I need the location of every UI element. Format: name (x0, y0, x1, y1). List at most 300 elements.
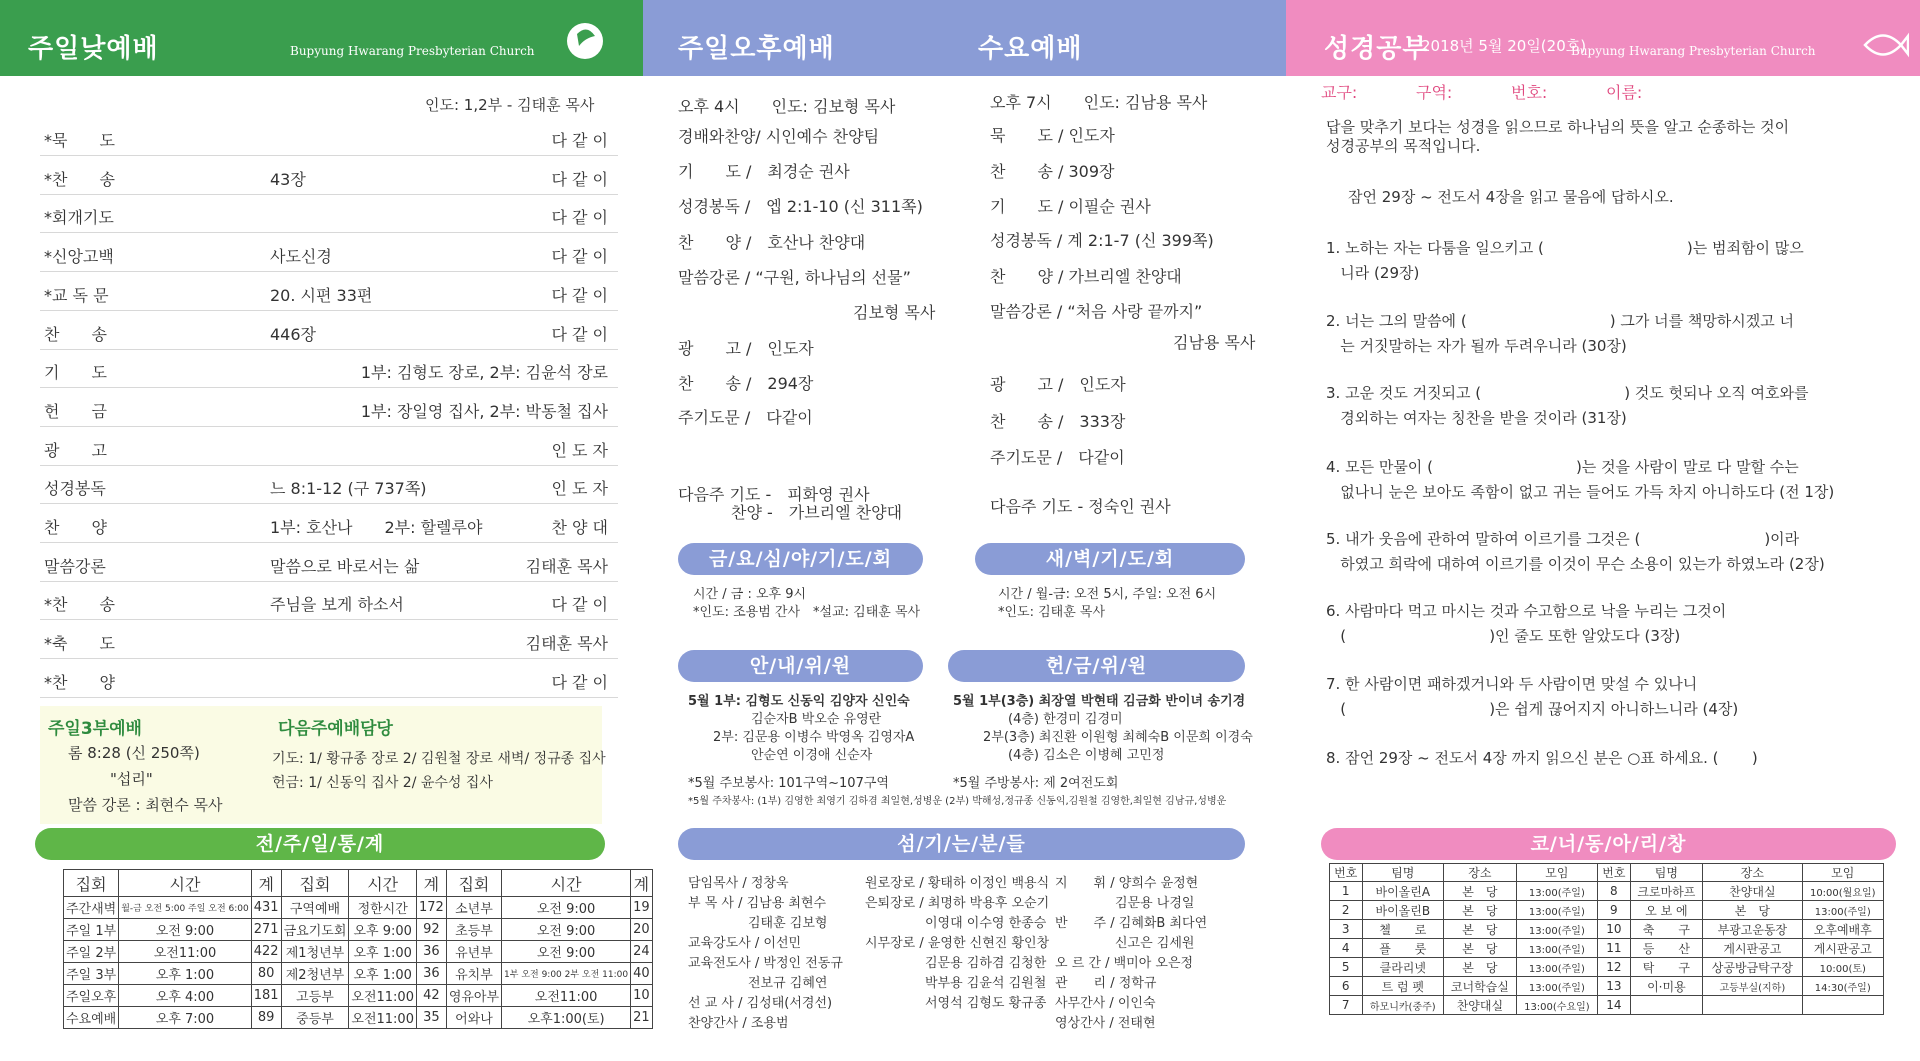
staff-line: 은퇴장로 / 최명하 박용후 오순기 (865, 896, 1050, 911)
stats-cell: 오전11:00 (349, 1007, 417, 1029)
afternoon-item: 찬 양 / 호산나 찬양대 (678, 233, 866, 252)
club-cell: 하모니카(중주) (1362, 996, 1444, 1015)
stats-cell: 주일 2부 (64, 941, 119, 963)
club-cell: 본 당 (1444, 882, 1517, 901)
stats-table (63, 869, 653, 1029)
staff-line: 찬양간사 / 조용범 (688, 1016, 789, 1031)
staff-line: 원로장로 / 황태하 이정인 백용식 (865, 876, 1050, 891)
stats-cell: 오후 4:00 (119, 985, 252, 1007)
row-detail: 43장 (270, 169, 306, 189)
row-item: *찬 송 (44, 169, 115, 189)
offer-line: (4층) 김소은 이병혜 고민정 (1008, 748, 1165, 763)
stats-cell: 오후 1:00 (349, 963, 417, 985)
stats-cell: 24 (631, 941, 653, 963)
row-leader: 다 같 이 (551, 169, 608, 189)
service-row (40, 543, 618, 582)
stats-cell: 주일 3부 (64, 963, 119, 985)
church-name: Bupyung Hwarang Presbyterian Church (290, 44, 535, 58)
staff-line: 사무간사 / 이인숙 (1055, 996, 1156, 1011)
field-number: 번호: (1511, 83, 1548, 102)
club-cell: 6 (1330, 977, 1363, 996)
stats-cell: 10 (631, 985, 653, 1007)
stats-cell: 35 (416, 1007, 446, 1029)
title-sunday: 주일낮예배 (28, 34, 159, 64)
stats-cell: 오전 9:00 (502, 941, 631, 963)
stats-cell: 유년부 (446, 941, 501, 963)
club-cell: 13:00(주일) (1802, 901, 1883, 920)
wednesday-item: 말씀강론 / “처음 사랑 끝까지” (990, 302, 1203, 321)
stats-title: 전/주/일/통/계 (35, 828, 605, 860)
club-header: 번호 (1598, 864, 1631, 882)
question: 3. 고운 것도 거짓되고 ( ) 것도 헛되나 오직 여호와를 경외하는 여자는 칭찬을 받을 것이라 (31장) (1326, 384, 1809, 427)
stats-cell: 오후1:00(토) (502, 1007, 631, 1029)
row-item: 기 도 (44, 363, 107, 383)
stats-cell: 36 (416, 963, 446, 985)
fish-icon (1861, 28, 1909, 62)
service-row (40, 349, 618, 388)
stats-cell: 초등부 (446, 919, 501, 941)
stats-row (64, 963, 653, 985)
staff-line: 담임목사 / 정창욱 (688, 876, 789, 891)
club-row (1330, 977, 1884, 996)
club-header: 모임 (1802, 864, 1883, 882)
stats-cell: 제2청년부 (281, 963, 349, 985)
club-cell: 5 (1330, 958, 1363, 977)
club-cell: 13:00(주일) (1516, 977, 1597, 996)
club-header: 번호 (1330, 864, 1363, 882)
row-leader: 다 같 이 (551, 131, 608, 150)
club-cell: 7 (1330, 996, 1363, 1015)
service-row (40, 427, 618, 466)
stats-cell: 오전11:00 (502, 985, 631, 1007)
question: 6. 사람마다 먹고 마시는 것과 수고함으로 낙을 누리는 그것이 ( )인 줄도 또한 알았도다 (3장) (1326, 602, 1727, 645)
club-cell: 본 당 (1444, 939, 1517, 958)
club-cell: 본 당 (1703, 901, 1802, 920)
row-detail: 주님을 보게 하소서 (270, 595, 404, 615)
stats-cell: 오후 9:00 (349, 919, 417, 941)
stats-header: 계 (631, 870, 653, 897)
staff-line: 시무장로 / 윤영한 신현진 황인창 (865, 936, 1050, 951)
service-row (40, 156, 618, 195)
club-cell: 오 보 에 (1630, 901, 1703, 920)
stats-cell: 431 (251, 897, 281, 919)
club-cell: 바이올린B (1362, 901, 1444, 920)
stats-cell: 고등부 (281, 985, 349, 1007)
row-item: *신앙고백 (44, 247, 114, 267)
stats-cell: 유치부 (446, 963, 501, 985)
stats-header: 시간 (349, 870, 417, 897)
afternoon-item: 오후 4시 인도: 김보형 목사 (678, 97, 896, 116)
next-line: 기도: 1/ 황규종 장로 2/ 김원철 장로 새벽/ 정규종 집사 (272, 751, 606, 767)
club-cell: 부광고운동장 (1703, 920, 1802, 939)
stats-cell: 21 (631, 1007, 653, 1029)
stats-cell: 오전 9:00 (119, 919, 252, 941)
club-cell (1802, 996, 1883, 1015)
row-leader: 1부: 김형도 장로, 2부: 김윤석 장로 (360, 363, 608, 383)
stats-cell: 오전11:00 (119, 941, 252, 963)
stats-row (64, 1007, 653, 1029)
row-leader: 1부: 장일영 집사, 2부: 박동철 집사 (360, 401, 608, 421)
club-row (1330, 996, 1884, 1015)
title-afternoon: 주일오후예배 (678, 34, 835, 64)
row-leader: 다 같 이 (551, 208, 608, 228)
staff-line: 서영석 김형도 황규종 (925, 996, 1047, 1011)
stats-cell: 42 (416, 985, 446, 1007)
club-row (1330, 920, 1884, 939)
stats-cell: 오전 9:00 (502, 897, 631, 919)
staff-line: 반 주 / 김혜화B 최다연 (1055, 916, 1208, 931)
wednesday-item: 오후 7시 인도: 김남용 목사 (990, 93, 1208, 112)
staff-line: 김문용 나경일 (1115, 896, 1195, 911)
row-leader: 김태훈 목사 (525, 556, 608, 576)
row-leader: 다 같 이 (551, 247, 608, 267)
next-line: 헌금: 1/ 신동익 집사 2/ 윤수성 집사 (272, 775, 493, 791)
third-line: "섭리" (110, 770, 153, 788)
staff-line: 이영대 이수영 한종승 (925, 916, 1047, 931)
leader-label: 인도: 1,2부 - 김태훈 목사 (425, 96, 595, 114)
service-row (40, 388, 618, 427)
club-cell: 등 산 (1630, 939, 1703, 958)
staff-line: 부 목 사 / 김남용 최현수 (688, 896, 827, 911)
club-table (1329, 863, 1884, 1015)
club-cell: 14:30(주일) (1802, 977, 1883, 996)
stats-cell: 제1청년부 (281, 941, 349, 963)
row-item: 찬 양 (44, 518, 107, 537)
club-cell: 찬양대실 (1444, 996, 1517, 1015)
row-leader: 다 같 이 (551, 595, 608, 615)
club-row (1330, 901, 1884, 920)
next-prayer: 다음주 기도 - 피화영 권사 (678, 485, 870, 504)
afternoon-item: 광 고 / 인도자 (678, 339, 814, 358)
club-cell: 코너학습실 (1444, 977, 1517, 996)
question: 1. 노하는 자는 다툼을 일으키고 ( )는 범죄함이 많으 니라 (29장) (1326, 239, 1804, 282)
club-cell: 첼 로 (1362, 920, 1444, 939)
offer-line: (4층) 한경미 김경미 (1008, 712, 1123, 727)
club-cell: 13:00(주일) (1516, 939, 1597, 958)
club-cell: 트 럼 펫 (1362, 977, 1444, 996)
fri-line: *인도: 조용범 간사 *설교: 김태훈 목사 (693, 605, 921, 620)
instruction: 잠언 29장 ~ 전도서 4장을 읽고 물음에 답하시오. (1348, 188, 1674, 206)
panel-sunday-service (0, 0, 650, 1061)
offer-line: 2부(3층) 최진환 이원형 최혜숙B 이문희 이경숙 (983, 730, 1253, 745)
club-cell: 8 (1598, 882, 1631, 901)
staff-line: 박부용 김윤석 김원철 (925, 976, 1047, 991)
club-cell: 1 (1330, 882, 1363, 901)
stats-cell: 40 (631, 963, 653, 985)
club-cell: 본 당 (1444, 958, 1517, 977)
service-row (40, 581, 618, 620)
third-line: 말씀 강론 : 최현수 목사 (68, 796, 223, 814)
wednesday-item: 찬 송 / 309장 (990, 162, 1115, 181)
stats-row (64, 919, 653, 941)
stats-row (64, 941, 653, 963)
row-item: *찬 송 (44, 595, 115, 615)
club-cell: 게시판공고 (1703, 939, 1802, 958)
stats-cell: 정한시간 (349, 897, 417, 919)
staff-line: 선 교 사 / 김성태(서경선) (688, 996, 833, 1011)
staff-line: 관 리 / 정학규 (1055, 976, 1157, 991)
panel-afternoon-wednesday (643, 0, 1286, 1061)
club-cell: 14 (1598, 996, 1631, 1015)
club-header: 장소 (1444, 864, 1517, 882)
stats-cell: 금요기도회 (281, 919, 349, 941)
offering-title: 헌/금/위/원 (948, 650, 1245, 682)
church-logo-icon (555, 16, 615, 66)
wednesday-item: 광 고 / 인도자 (990, 375, 1126, 394)
kitchen-volunteers: *5월 주방봉사: 제 2여전도회 (953, 776, 1119, 791)
service-row (40, 117, 618, 156)
club-cell: 4 (1330, 939, 1363, 958)
wednesday-item: 찬 양 / 가브리엘 찬양대 (990, 267, 1182, 286)
stats-cell: 오후 7:00 (119, 1007, 252, 1029)
stats-header: 계 (251, 870, 281, 897)
afternoon-item: 주기도문 / 다같이 (678, 408, 813, 427)
row-item: 찬 송 (44, 324, 107, 344)
club-cell: 오후예배후 (1802, 920, 1883, 939)
wednesday-item: 주기도문 / 다같이 (990, 448, 1125, 467)
question: 4. 모든 만물이 ( )는 것을 사람이 말로 다 말할 수는 없나니 눈은 보아도 족함이 없고 귀는 들어도 가득 차지 아니하도다 (전 1장) (1326, 458, 1835, 501)
dawn-prayer-title: 새/벽/기/도/회 (975, 543, 1245, 575)
row-item: *회개기도 (44, 208, 114, 228)
question: 7. 한 사람이면 패하겠거니와 두 사람이면 맞설 수 있나니 ( )은 쉽게 끊어지지 아니하느니라 (4장) (1326, 675, 1739, 718)
stats-header: 계 (416, 870, 446, 897)
intro-line: 답을 맞추기 보다는 성경을 읽으므로 하나님의 뜻을 알고 순종하는 것이 (1326, 118, 1790, 136)
club-header: 장소 (1703, 864, 1802, 882)
header-bible (1286, 0, 1920, 76)
staff-line: 김문용 김하겸 김청한 (925, 956, 1047, 971)
service-row (40, 659, 618, 698)
club-cell: 바이올린A (1362, 882, 1444, 901)
staff-line: 전보규 김혜연 (748, 976, 828, 991)
club-cell: 9 (1598, 901, 1631, 920)
club-cell: 13:00(주일) (1516, 901, 1597, 920)
stats-cell: 36 (416, 941, 446, 963)
row-detail: 446장 (270, 324, 316, 344)
guide-line: 5월 1부: 김형도 신동익 김양자 신인숙 (688, 694, 910, 709)
dawn-line: *인도: 김태훈 목사 (998, 605, 1106, 620)
club-cell: 2 (1330, 901, 1363, 920)
row-leader: 다 같 이 (551, 324, 608, 344)
stats-cell: 어와나 (446, 1007, 501, 1029)
row-item: 광 고 (44, 440, 107, 460)
next-title: 다음주예배담당 (278, 719, 393, 739)
afternoon-item: 성경봉독 / 엡 2:1-10 (신 311쪽) (678, 197, 923, 216)
guide-line: 안순연 이경애 신순자 (751, 748, 873, 763)
club-cell: 본 당 (1444, 901, 1517, 920)
stats-cell: 181 (251, 985, 281, 1007)
parking-volunteers: *5월 주차봉사: (1부) 김영한 최영기 김하겸 최일현,성병운 (2부) 박해성,정규종 신동익,김원철 김영한,최일현 김남규,성병운 (688, 796, 1227, 807)
title-bible: 성경공부 (1324, 34, 1429, 64)
row-item: *찬 양 (44, 672, 115, 692)
third-title: 주일3부예배 (48, 719, 142, 739)
club-cell: 10:00(월요일) (1802, 882, 1883, 901)
stats-cell: 172 (416, 897, 446, 919)
club-cell (1630, 996, 1703, 1015)
stats-cell: 오후 1:00 (119, 963, 252, 985)
club-cell: 13:00(주일) (1516, 882, 1597, 901)
club-cell: 찬양대실 (1703, 882, 1802, 901)
offer-line: 5월 1부(3층) 최장열 박현태 김금화 반이녀 송기경 (953, 694, 1246, 709)
header-sunday (0, 0, 643, 76)
club-cell: 본 당 (1444, 920, 1517, 939)
wednesday-item: 묵 도 / 인도자 (990, 126, 1115, 145)
row-leader: 다 같 이 (551, 672, 608, 692)
club-cell (1703, 996, 1802, 1015)
stats-cell: 주간새벽 (64, 897, 119, 919)
club-header: 팀명 (1362, 864, 1444, 882)
stats-cell: 오전 9:00 (502, 919, 631, 941)
stats-cell: 월-금 오전 5:00 주일 오전 6:00 (119, 897, 252, 919)
wednesday-item: 김남용 목사 (1173, 333, 1256, 352)
row-item: *교 독 문 (44, 285, 109, 305)
club-header: 팀명 (1630, 864, 1703, 882)
staff-line: 교육전도사 / 박정인 전동규 (688, 956, 843, 971)
stats-cell: 오후 1:00 (349, 941, 417, 963)
stats-cell: 구역예배 (281, 897, 349, 919)
service-row (40, 465, 618, 504)
wednesday-item: 기 도 / 이필순 권사 (990, 197, 1151, 216)
club-cell: 게시판공고 (1802, 939, 1883, 958)
stats-cell: 19 (631, 897, 653, 919)
club-cell: 이·미용 (1630, 977, 1703, 996)
afternoon-item: 경배와찬양/ 시인예수 찬양팀 (678, 127, 880, 146)
club-cell: 10:00(토) (1802, 958, 1883, 977)
row-detail: 사도신경 (270, 247, 332, 267)
stats-cell: 영유아부 (446, 985, 501, 1007)
stats-cell: 422 (251, 941, 281, 963)
row-item: *축 도 (44, 634, 115, 654)
stats-row (64, 985, 653, 1007)
bulletin-volunteers: *5월 주보봉사: 101구역~107구역 (688, 776, 889, 791)
row-detail: 말씀으로 바로서는 삶 (270, 556, 420, 576)
club-header: 모임 (1516, 864, 1597, 882)
club-cell: 12 (1598, 958, 1631, 977)
row-item: 말씀강론 (44, 556, 106, 576)
row-leader: 다 같 이 (551, 285, 608, 305)
club-cell: 11 (1598, 939, 1631, 958)
club-cell: 10 (1598, 920, 1631, 939)
row-item: *묵 도 (44, 131, 115, 150)
staff-line: 김태훈 김보형 (748, 916, 828, 931)
club-cell: 고등부실(지하) (1703, 977, 1802, 996)
club-cell: 축 구 (1630, 920, 1703, 939)
service-row (40, 233, 618, 272)
club-cell: 13:00(주일) (1516, 920, 1597, 939)
club-cell: 상공방금탁구장 (1703, 958, 1802, 977)
club-cell: 크로마하프 (1630, 882, 1703, 901)
panel-bible-study (1286, 0, 1920, 1061)
afternoon-item: 김보형 목사 (853, 303, 936, 322)
stats-cell: 주일 1부 (64, 919, 119, 941)
club-cell: 탁 구 (1630, 958, 1703, 977)
service-row (40, 620, 618, 659)
row-item: 헌 금 (44, 401, 107, 421)
service-row (40, 194, 618, 233)
afternoon-item: 찬 송 / 294장 (678, 374, 814, 393)
next-choir: 찬양 - 가브리엘 찬양대 (731, 503, 903, 522)
stats-header: 집회 (446, 870, 501, 897)
stats-row (64, 897, 653, 919)
staff-line: 교육강도사 / 이선민 (688, 936, 802, 951)
guide-line: 김순자B 박오순 유영란 (751, 712, 882, 727)
stats-cell: 89 (251, 1007, 281, 1029)
stats-cell: 20 (631, 919, 653, 941)
church-name-2: Bupyung Hwarang Presbyterian Church (1571, 44, 1816, 58)
stats-header: 집회 (64, 870, 119, 897)
row-leader: 인 도 자 (551, 440, 608, 460)
service-row (40, 272, 618, 311)
guide-title: 안/내/위/원 (678, 650, 923, 682)
club-row (1330, 958, 1884, 977)
club-row (1330, 882, 1884, 901)
fri-line: 시간 / 금 : 오후 9시 (693, 587, 807, 602)
issue-date: 2018년 5월 20일(20호) (1421, 37, 1587, 55)
row-detail: 20. 시편 33편 (270, 285, 373, 305)
stats-cell: 중등부 (281, 1007, 349, 1029)
title-wednesday: 수요예배 (978, 34, 1083, 64)
staff-line: 지 휘 / 양희수 윤정현 (1055, 876, 1199, 891)
club-row (1330, 939, 1884, 958)
stats-cell: 소년부 (446, 897, 501, 919)
field-name: 이름: (1606, 83, 1643, 102)
afternoon-item: 기 도 / 최경순 권사 (678, 162, 850, 181)
stats-cell: 1부 오전 9:00 2부 오전 11:00 (502, 963, 631, 985)
club-cell: 13 (1598, 977, 1631, 996)
row-item: 성경봉독 (44, 479, 106, 499)
third-service-box (40, 706, 606, 824)
intro-line: 성경공부의 목적입니다. (1326, 137, 1481, 155)
field-district: 구역: (1416, 83, 1453, 102)
stats-header: 시간 (502, 870, 631, 897)
wednesday-item: 찬 송 / 333장 (990, 412, 1126, 431)
question: 5. 내가 웃음에 관하여 말하여 이르기를 그것은 ( )이라 하였고 희락에 대하여 이르기를 이것이 무슨 소용이 있는가 하였노라 (2장) (1326, 530, 1825, 573)
stats-header: 시간 (119, 870, 252, 897)
stats-cell: 92 (416, 919, 446, 941)
club-cell: 3 (1330, 920, 1363, 939)
third-line: 롬 8:28 (신 250쪽) (68, 744, 200, 762)
stats-cell: 80 (251, 963, 281, 985)
wednesday-item: 성경봉독 / 계 2:1-7 (신 399쪽) (990, 231, 1214, 250)
stats-header: 집회 (281, 870, 349, 897)
stats-cell: 오전11:00 (349, 985, 417, 1007)
field-parish: 교구: (1321, 83, 1358, 102)
friday-prayer-title: 금/요/심/야/기/도/회 (678, 543, 923, 575)
stats-cell: 271 (251, 919, 281, 941)
club-cell: 13:00(주일) (1516, 958, 1597, 977)
club-title: 코/너/동/아/리/창 (1321, 828, 1896, 860)
service-row (40, 311, 618, 350)
club-cell: 13:00(수요일) (1516, 996, 1597, 1015)
afternoon-item: 말씀강론 / “구원, 하나님의 선물” (678, 268, 911, 287)
row-leader: 찬 양 대 (551, 518, 608, 537)
question: 8. 잠언 29장 ~ 전도서 4장 까지 읽으신 분은 ○표 하세요. ( ) (1326, 749, 1758, 767)
header-afternoon (643, 0, 1286, 76)
next-prayer-wed: 다음주 기도 - 정숙인 권사 (990, 497, 1171, 516)
row-leader: 인 도 자 (551, 479, 608, 499)
staff-line: 신고은 김세원 (1115, 936, 1195, 951)
guide-line: 2부: 김문용 이병수 박영옥 김영자A (713, 730, 915, 745)
stats-cell: 주일오후 (64, 985, 119, 1007)
staff-title: 섬/기/는/분/들 (678, 828, 1245, 860)
service-row (40, 504, 618, 543)
row-detail: 느 8:1-12 (구 737쪽) (270, 479, 427, 499)
staff-line: 영상간사 / 전태현 (1055, 1016, 1156, 1031)
club-cell: 플 룻 (1362, 939, 1444, 958)
row-leader: 김태훈 목사 (525, 634, 608, 654)
question: 2. 너는 그의 말씀에 ( ) 그가 너를 책망하시겠고 너 는 거짓말하는 자가 될까 두려우니라 (30장) (1326, 312, 1795, 355)
row-detail: 1부: 호산나 2부: 할렐루야 (270, 518, 483, 537)
club-cell: 클라리넷 (1362, 958, 1444, 977)
